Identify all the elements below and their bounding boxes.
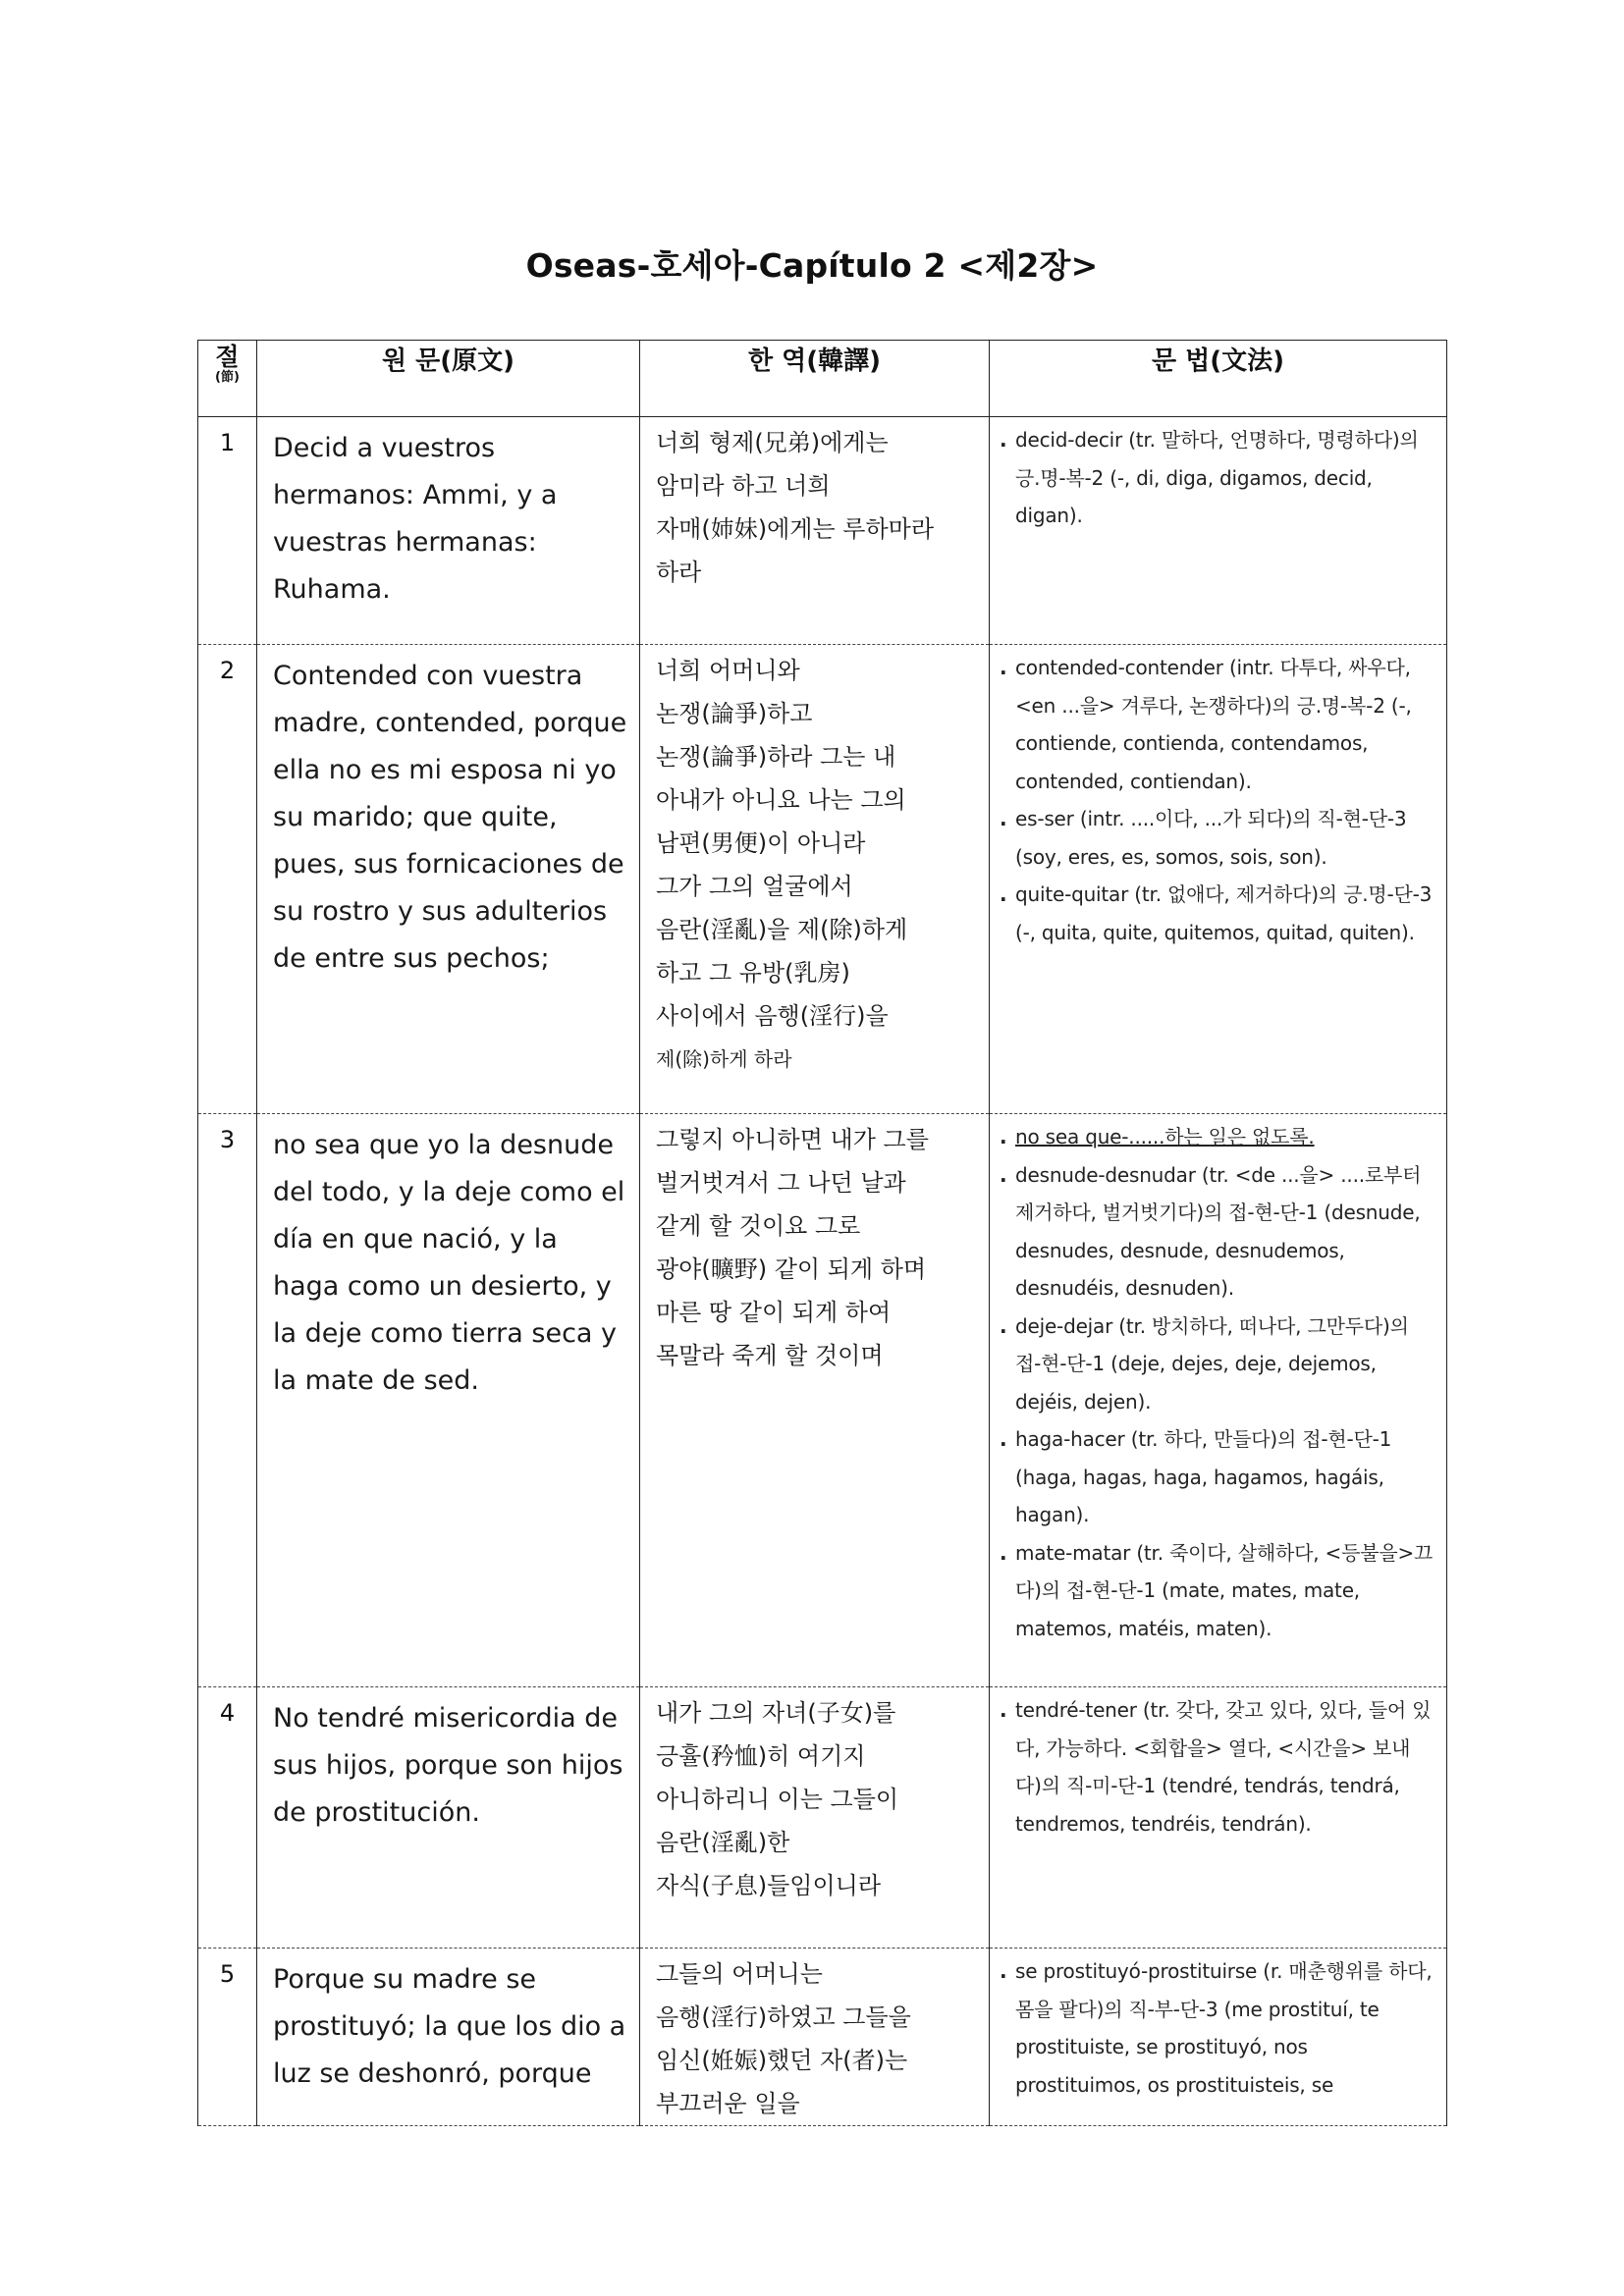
grammar-notes bbox=[990, 1114, 1447, 1687]
korean-line: 음란(淫亂)을 제(除)하게 bbox=[656, 916, 908, 943]
grammar-notes bbox=[990, 1687, 1447, 1949]
grammar-item: . se prostituyó-prostituirse (r. 매춘행위를 하다, 몸을 팔다)의 직-부-단-3 (me prostituí, te prostituiste, se prostituyó, nos prostituimos, os prostituisteis, se bbox=[1000, 1959, 1433, 2097]
original-text bbox=[257, 1114, 640, 1687]
korean-line: 암미라 하고 너희 bbox=[656, 472, 831, 500]
korean-line: 임신(姙娠)했던 자(者)는 bbox=[656, 2047, 908, 2074]
page-title: Oseas-호세아-Capítulo 2 <제2장> bbox=[525, 246, 1099, 285]
korean-line: 음행(淫行)하였고 그들을 bbox=[656, 2003, 911, 2031]
grammar-item: . deje-dejar (tr. 방치하다, 떠나다, 그만두다)의 접-현-단-1 (deje, dejes, deje, dejemos, dejéis, dejen). bbox=[1000, 1313, 1409, 1414]
original-text bbox=[257, 1687, 640, 1949]
korean-line: 벌거벗겨서 그 나던 날과 bbox=[656, 1169, 906, 1197]
korean-line: 자매(姉妹)에게는 루하마라 bbox=[656, 515, 935, 543]
original-text-content: No tendré misericordia de sus hijos, porque son hijos de prostitución. bbox=[273, 1703, 623, 1828]
grammar-notes bbox=[990, 645, 1447, 1114]
original-text bbox=[257, 417, 640, 645]
grammar-item: . quite-quitar (tr. 없애다, 제거하다)의 긍.명-단-3 (-, quita, quite, quitemos, quitad, quiten). bbox=[1000, 882, 1433, 944]
table-row bbox=[198, 417, 1447, 645]
korean-text bbox=[640, 1687, 990, 1949]
grammar-item: . es-ser (intr. ....이다, ...가 되다)의 직-현-단-3 (soy, eres, es, somos, sois, son). bbox=[1000, 807, 1407, 869]
table-body bbox=[198, 417, 1447, 2126]
korean-line: 아내가 아니요 나는 그의 bbox=[656, 786, 906, 814]
header-original: 원 문(原文) bbox=[257, 341, 640, 417]
original-text-content: Contended con vuestra madre, contended, porque ella no es mi esposa ni yo su marido; que quite, pues, sus fornicaciones de su rostro y sus adulterios de entre sus pechos; bbox=[273, 661, 627, 974]
verse-number: 5 bbox=[198, 1949, 257, 2126]
header-verse-number bbox=[198, 341, 257, 417]
korean-line: 너희 형제(兄弟)에게는 bbox=[656, 429, 889, 456]
verse-number: 4 bbox=[198, 1687, 257, 1949]
korean-line: 논쟁(論爭)하라 그는 내 bbox=[656, 743, 896, 771]
header-grammar: 문 법(文法) bbox=[990, 341, 1447, 417]
grammar-item: . desnude-desnudar (tr. <de ...을> ....로부터 제거하다, 벌거벗기다)의 접-현-단-1 (desnude, desnudes, desnude, desnudemos, desnudéis, desnuden). bbox=[1000, 1162, 1422, 1300]
korean-line: 그들의 어머니는 bbox=[656, 1960, 823, 1988]
header-verse-hanja: (節) bbox=[215, 370, 240, 385]
korean-line: 아니하리니 이는 그들이 bbox=[656, 1786, 899, 1813]
table-row bbox=[198, 1949, 1447, 2126]
verse-number: 3 bbox=[198, 1114, 257, 1687]
korean-line: 음란(淫亂)한 bbox=[656, 1829, 790, 1856]
grammar-item-text: deje-dejar (tr. 방치하다, 떠나다, 그만두다)의 접-현-단-1 (deje, dejes, deje, dejemos, dejéis, dejen). bbox=[1015, 1313, 1409, 1414]
korean-line: 같게 할 것이요 그로 bbox=[656, 1212, 861, 1240]
korean-text bbox=[640, 417, 990, 645]
header-korean: 한 역(韓譯) bbox=[640, 341, 990, 417]
grammar-item-text: mate-matar (tr. 죽이다, 살해하다, <등불을>끄다)의 접-현-단-1 (mate, mates, mate, matemos, matéis, maten). bbox=[1015, 1540, 1434, 1640]
original-text-content: no sea que yo la desnude del todo, y la deje como el día en que nació, y la haga como un desierto, y la deje como tierra seca y la mate de sed. bbox=[273, 1130, 625, 1396]
korean-line: 그렇지 아니하면 내가 그를 bbox=[656, 1126, 929, 1153]
grammar-item: . decid-decir (tr. 말하다, 언명하다, 명령하다)의 긍.명-복-2 (-, di, diga, digamos, decid, digan). bbox=[1000, 428, 1419, 527]
grammar-item-text: es-ser (intr. ....이다, ...가 되다)의 직-현-단-3 (soy, eres, es, somos, sois, son). bbox=[1015, 807, 1407, 869]
korean-text bbox=[640, 1949, 990, 2126]
grammar-item-text: tendré-tener (tr. 갖다, 갖고 있다, 있다, 들어 있다, 가능하다. <회합을> 열다, <시간을> 보내다)의 직-미-단-1 (tendré, tendrás, tendrá, tendremos, tendréis, tendrán). bbox=[1015, 1698, 1432, 1836]
korean-line: 하고 그 유방(乳房) bbox=[656, 959, 850, 987]
original-text bbox=[257, 645, 640, 1114]
korean-text bbox=[640, 645, 990, 1114]
korean-line: 논쟁(論爭)하고 bbox=[656, 700, 813, 727]
table-row bbox=[198, 1114, 1447, 1687]
grammar-item: . haga-hacer (tr. 하다, 만들다)의 접-현-단-1 (haga, hagas, haga, hagamos, hagáis, hagan). bbox=[1000, 1427, 1392, 1526]
korean-line: 부끄러운 일을 bbox=[656, 2090, 800, 2117]
grammar-item-text: haga-hacer (tr. 하다, 만들다)의 접-현-단-1 (haga, hagas, haga, hagamos, hagáis, hagan). bbox=[1015, 1427, 1392, 1526]
grammar-item-text: quite-quitar (tr. 없애다, 제거하다)의 긍.명-단-3 (-, quita, quite, quitemos, quitad, quiten). bbox=[1015, 882, 1433, 944]
grammar-notes bbox=[990, 1949, 1447, 2126]
original-text bbox=[257, 1949, 640, 2126]
header-verse-label: 절 bbox=[215, 343, 240, 371]
verse-table bbox=[197, 340, 1447, 2126]
original-text-content: Decid a vuestros hermanos: Ammi, y a vuestras hermanas: Ruhama. bbox=[273, 433, 558, 605]
korean-line: 그가 그의 얼굴에서 bbox=[656, 873, 853, 900]
original-text-content: Porque su madre se prostituyó; la que los dio a luz se deshonró, porque bbox=[273, 1964, 626, 2089]
table-row bbox=[198, 1687, 1447, 1949]
grammar-item-text: se prostituyó-prostituirse (r. 매춘행위를 하다, 몸을 팔다)의 직-부-단-3 (me prostituí, te prostituiste, se prostituyó, nos prostituimos, os prostituisteis, se bbox=[1015, 1959, 1433, 2097]
grammar-item-text: no sea que-......하는 일은 없도록. bbox=[1015, 1125, 1315, 1148]
korean-line: 사이에서 음행(淫行)을 bbox=[656, 1002, 889, 1030]
korean-line: 내가 그의 자녀(子女)를 bbox=[656, 1699, 896, 1727]
grammar-item-text: contended-contender (intr. 다투다, 싸우다, <en ...을> 겨루다, 논쟁하다)의 긍.명-복-2 (-, contiende, contienda, contendamos, contended, contiendan). bbox=[1015, 656, 1412, 793]
korean-line: 너희 어머니와 bbox=[656, 657, 800, 684]
korean-line: 광야(曠野) 같이 되게 하며 bbox=[656, 1255, 927, 1283]
korean-line: 자식(子息)들임이니라 bbox=[656, 1872, 882, 1899]
korean-text bbox=[640, 1114, 990, 1687]
grammar-item: . mate-matar (tr. 죽이다, 살해하다, <등불을>끄다)의 접-현-단-1 (mate, mates, mate, matemos, matéis, maten). bbox=[1000, 1540, 1434, 1640]
table-header bbox=[198, 341, 1447, 417]
korean-line: 목말라 죽게 할 것이며 bbox=[656, 1342, 884, 1369]
grammar-item: . no sea que-......하는 일은 없도록. bbox=[1000, 1125, 1315, 1148]
table-row bbox=[198, 645, 1447, 1114]
korean-line: 제(除)하게 하라 bbox=[656, 1047, 792, 1071]
korean-line: 남편(男便)이 아니라 bbox=[656, 829, 866, 857]
korean-line: 마른 땅 같이 되게 하여 bbox=[656, 1299, 892, 1326]
grammar-item: . tendré-tener (tr. 갖다, 갖고 있다, 있다, 들어 있다, 가능하다. <회합을> 열다, <시간을> 보내다)의 직-미-단-1 (tendré, tendrás, tendrá, tendremos, tendréis, tendrán). bbox=[1000, 1698, 1432, 1836]
grammar-item-text: desnude-desnudar (tr. <de ...을> ....로부터 제거하다, 벌거벗기다)의 접-현-단-1 (desnude, desnudes, desnude, desnudemos, desnudéis, desnuden). bbox=[1015, 1162, 1422, 1300]
verse-number: 2 bbox=[198, 645, 257, 1114]
verse-number: 1 bbox=[198, 417, 257, 645]
grammar-notes bbox=[990, 417, 1447, 645]
korean-line: 하라 bbox=[656, 559, 702, 586]
korean-line: 긍휼(矜恤)히 여기지 bbox=[656, 1742, 866, 1770]
grammar-item-text: decid-decir (tr. 말하다, 언명하다, 명령하다)의 긍.명-복-2 (-, di, diga, digamos, decid, digan). bbox=[1015, 428, 1419, 527]
grammar-item: . contended-contender (intr. 다투다, 싸우다, <en ...을> 겨루다, 논쟁하다)의 긍.명-복-2 (-, contiende, contienda, contendamos, contended, contiendan). bbox=[1000, 656, 1412, 793]
